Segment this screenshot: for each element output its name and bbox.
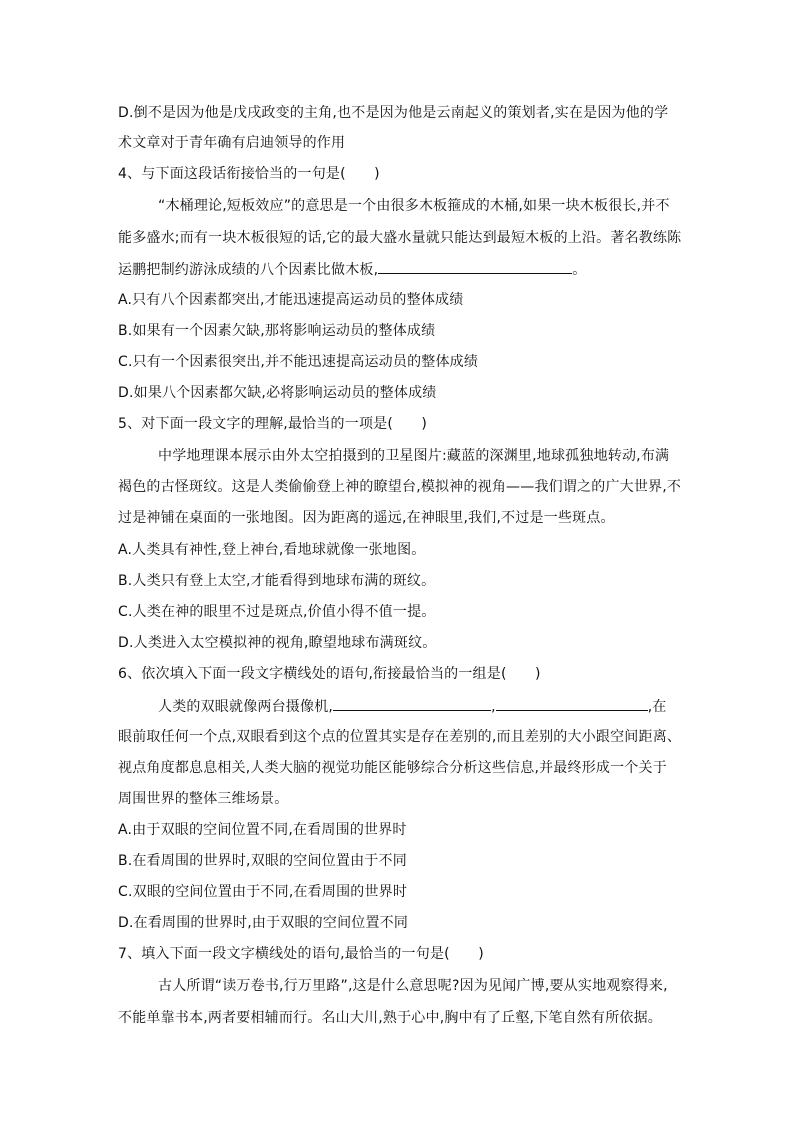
q4-option-d: D.如果八个因素都欠缺,必将影响运动员的整体成绩 [118, 385, 437, 401]
q5-passage-line2: 褐色的古怪斑纹。这是人类偷偷登上神的瞭望台,模拟神的视角——我们谓之的广大世界,不 [118, 479, 682, 495]
q5-stem: 5、对下面一段文字的理解,最恰当的一项是( ) [118, 416, 428, 432]
q5-option-c: C.人类在神的眼里不过是斑点,价值小得不值一提。 [118, 604, 436, 620]
q6-passage-line2: 眼前取任何一个点,双眼看到这个点的位置其实是存在差别的,而且差别的大小跟空间距离、 [118, 729, 682, 745]
q7-passage-line2: 不能单靠书本,两者要相辅而行。名山大川,熟于心中,胸中有了丘壑,下笔自然有所依据。 [118, 1010, 662, 1026]
q4-option-a: A.只有八个因素都突出,才能迅速提高运动员的整体成绩 [118, 292, 464, 308]
q6-passage-line1-sep: , [491, 699, 496, 715]
q4-passage-line3-text: 运鹏把制约游泳成绩的八个因素比做木板, [118, 262, 379, 278]
q3-option-d-line1: D.倒不是因为他是戊戌政变的主角,也不是因为他是云南起义的策划者,实在是因为他的学 [118, 105, 669, 121]
q4-option-b: B.如果有一个因素欠缺,那将影响运动员的整体成绩 [118, 323, 436, 339]
q6-passage-line1 [158, 696, 667, 717]
q5-option-a: A.人类具有神性,登上神台,看地球就像一张地图。 [118, 542, 426, 558]
q4-passage-line2: 能多盛水;而有一块木板很短的话,它的最大盛水量就只能达到最短木板的上沿。著名教练陈 [118, 230, 682, 246]
q6-passage-line4: 周围世界的整体三维场景。 [118, 791, 289, 807]
q6-option-c: C.双眼的空间位置由于不同,在看周围的世界时 [118, 884, 408, 900]
q5-passage-line1: 中学地理课本展示由外太空拍摄到的卫星图片:藏蓝的深渊里,地球孤独地转动,布满 [158, 448, 670, 464]
q6-option-b: B.在看周围的世界时,双眼的空间位置由于不同 [118, 853, 407, 869]
q4-passage-line3-end: 。 [572, 262, 587, 278]
q6-option-a: A.由于双眼的空间位置不同,在看周围的世界时 [118, 822, 407, 838]
q4-passage-line1: “木桶理论,短板效应”的意思是一个由很多木板箍成的木桶,如果一块木板很长,并不 [158, 198, 670, 214]
q4-option-c: C.只有一个因素很突出,并不能迅速提高运动员的整体成绩 [118, 354, 479, 370]
q6-passage-line1-text: 人类的双眼就像两台摄像机, [158, 699, 334, 715]
q6-option-d: D.在看周围的世界时,由于双眼的空间位置不同 [118, 915, 409, 931]
q6-passage-line3: 视点角度都息息相关,人类大脑的视觉功能区能够综合分析这些信息,并最终形成一个关于 [118, 760, 667, 776]
q5-passage-line3: 过是神铺在桌面的一张地图。因为距离的遥远,在神眼里,我们,不过是一些斑点。 [118, 510, 615, 526]
q6-answer-blank-2[interactable] [496, 696, 648, 711]
q4-stem: 4、与下面这段话衔接恰当的一句是( ) [118, 166, 380, 182]
q4-answer-blank[interactable] [378, 259, 572, 274]
q6-stem: 6、依次填入下面一段文字横线处的语句,衔接最恰当的一组是( ) [118, 666, 541, 682]
q5-option-b: B.人类只有登上太空,才能看得到地球布满的斑纹。 [118, 573, 436, 589]
q6-passage-line1-end: ,在 [647, 699, 667, 715]
q7-stem: 7、填入下面一段文字横线处的语句,最恰当的一句是( ) [118, 946, 484, 962]
q5-option-d: D.人类进入太空模拟神的视角,瞭望地球布满斑纹。 [118, 635, 437, 651]
q3-option-d-line2: 术文章对于青年确有启迪领导的作用 [118, 135, 346, 151]
q7-passage-line1: 古人所谓“读万卷书,行万里路”,这是什么意思呢?因为见闻广博,要从实地观察得来, [158, 978, 668, 994]
q6-answer-blank-1[interactable] [333, 696, 491, 711]
q4-passage-line3 [118, 259, 586, 280]
